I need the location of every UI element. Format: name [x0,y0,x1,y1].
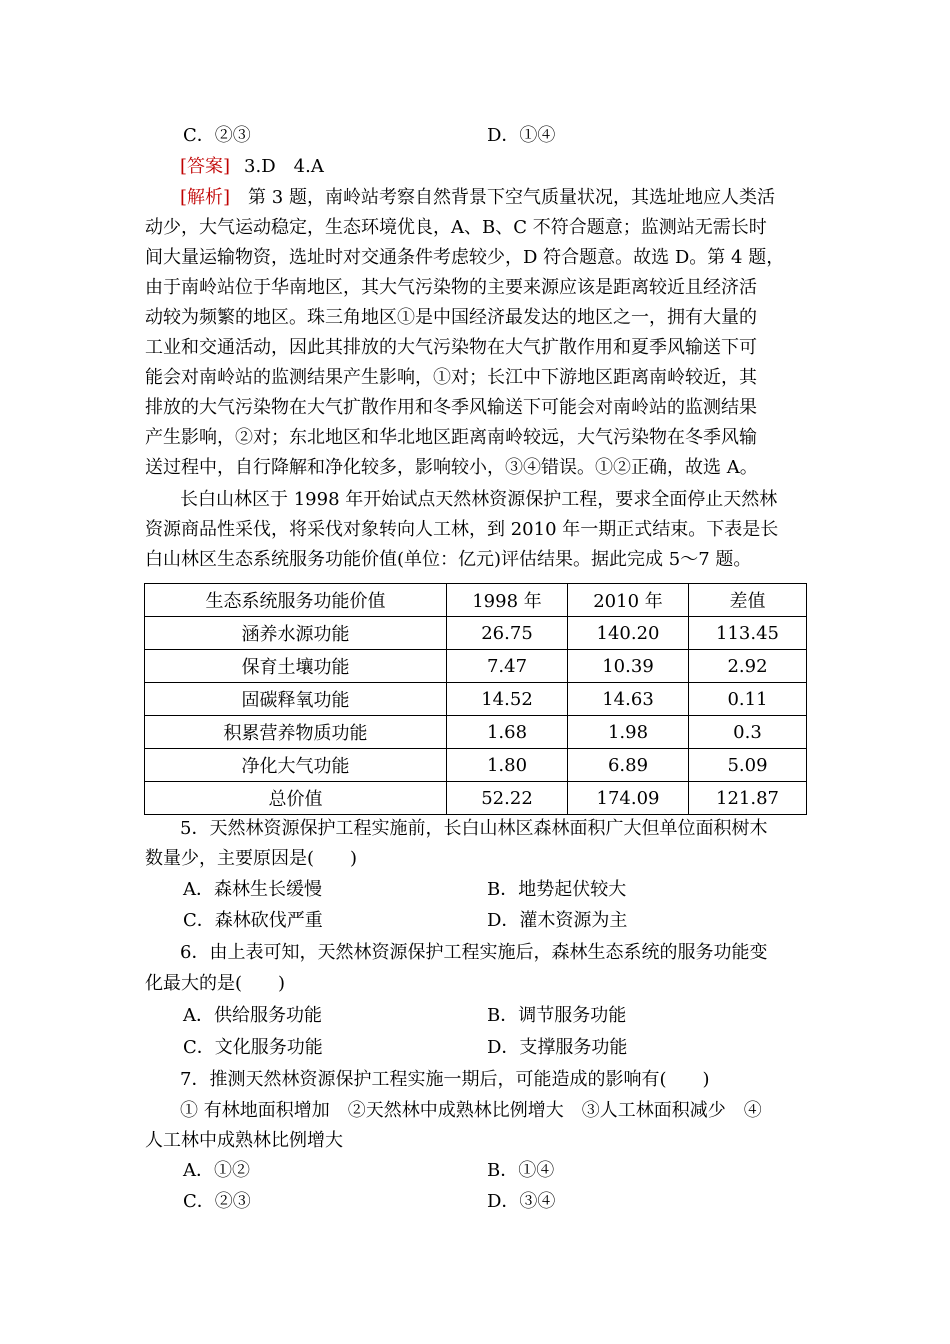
q6-option-c: C．文化服务功能 [183,1037,323,1058]
table-row [145,716,807,749]
table-header-row [145,584,807,617]
table-cell: 涵养水源功能 [145,617,447,650]
table-row [145,617,807,650]
table-cell: 174.09 [568,782,689,815]
ecosystem-value-table [144,583,807,815]
table-cell: 14.52 [447,683,568,716]
q6-stem: 6．由上表可知，天然林资源保护工程实施后，森林生态系统的服务功能变 [180,942,768,963]
analysis-line: 动较为频繁的地区。珠三角地区①是中国经济最发达的地区之一，拥有大量的 [145,307,757,328]
q7-option-b: B．①④ [487,1160,555,1181]
answer-label: [答案] [180,156,231,177]
table-cell: 113.45 [689,617,807,650]
option-d-prev: D．①④ [487,125,556,146]
table-cell: 121.87 [689,782,807,815]
table-cell: 总价值 [145,782,447,815]
table-row [145,683,807,716]
analysis-line: 间大量运输物资，选址时对交通条件考虑较少，D 符合题意。故选 D。第 4 题， [145,247,785,268]
answer-text: 3.D 4.A [244,156,324,177]
q7-option-c: C．②③ [183,1191,251,1212]
q7-option-a: A．①② [183,1160,250,1181]
q7-items-cont: 人工林中成熟林比例增大 [145,1130,343,1151]
table-cell: 保育土壤功能 [145,650,447,683]
analysis-label: [解析] [180,187,231,208]
q5-option-c: C．森林砍伐严重 [183,910,323,931]
q6-stem-cont: 化最大的是( ) [145,973,286,994]
table-row [145,650,807,683]
table-cell: 积累营养物质功能 [145,716,447,749]
q6-option-d: D．支撑服务功能 [487,1037,628,1058]
analysis-text: 第 3 题，南岭站考察自然背景下空气质量状况，其选址地应人类活 [230,187,775,208]
table-cell: 0.11 [689,683,807,716]
option-c-prev: C．②③ [183,125,251,146]
q7-option-d: D．③④ [487,1191,556,1212]
intro-line: 白山林区生态系统服务功能价值(单位：亿元)评估结果。据此完成 5～7 题。 [145,549,752,570]
q7-items: ① 有林地面积增加 ②天然林中成熟林比例增大 ③人工林面积减少 ④ [180,1100,762,1121]
q5-option-b: B．地势起伏较大 [487,879,627,900]
table-header: 1998 年 [447,584,568,617]
table-cell: 固碳释氧功能 [145,683,447,716]
analysis-line: 排放的大气污染物在大气扩散作用和冬季风输送下可能会对南岭站的监测结果 [145,397,757,418]
q7-stem: 7．推测天然林资源保护工程实施一期后，可能造成的影响有( ) [180,1069,710,1090]
table-cell: 1.80 [447,749,568,782]
table-row [145,749,807,782]
table-cell: 7.47 [447,650,568,683]
analysis-line: 由于南岭站位于华南地区，其大气污染物的主要来源应该是距离较近且经济活 [145,277,757,298]
q6-option-a: A．供给服务功能 [183,1005,322,1026]
table-cell: 14.63 [568,683,689,716]
table-cell: 26.75 [447,617,568,650]
q5-option-a: A．森林生长缓慢 [183,879,322,900]
table-cell: 0.3 [689,716,807,749]
table-cell: 1.98 [568,716,689,749]
table-row [145,782,807,815]
intro-line: 资源商品性采伐，将采伐对象转向人工林，到 2010 年一期正式结束。下表是长 [145,519,779,540]
analysis-line-0 [180,186,775,210]
table-header: 生态系统服务功能价值 [145,584,447,617]
q5-option-d: D．灌木资源为主 [487,910,628,931]
analysis-line: 送过程中，自行降解和净化较多，影响较小，③④错误。①②正确，故选 A。 [145,457,758,478]
table-cell: 2.92 [689,650,807,683]
q5-stem-cont: 数量少，主要原因是( ) [145,848,358,869]
table-cell: 5.09 [689,749,807,782]
q6-option-b: B．调节服务功能 [487,1005,627,1026]
analysis-line: 能会对南岭站的监测结果产生影响，①对；长江中下游地区距离南岭较近，其 [145,367,757,388]
table-header: 2010 年 [568,584,689,617]
analysis-line: 产生影响，②对；东北地区和华北地区距离南岭较远，大气污染物在冬季风输 [145,427,757,448]
analysis-line: 动少，大气运动稳定，生态环境优良，A、B、C 不符合题意；监测站无需长时 [145,217,767,238]
table-cell: 1.68 [447,716,568,749]
table-cell: 140.20 [568,617,689,650]
analysis-line: 工业和交通活动，因此其排放的大气污染物在大气扩散作用和夏季风输送下可 [145,337,757,358]
table-cell: 52.22 [447,782,568,815]
table-cell: 10.39 [568,650,689,683]
intro-line: 长白山林区于 1998 年开始试点天然林资源保护工程，要求全面停止天然林 [180,489,778,510]
table-cell: 6.89 [568,749,689,782]
table-header: 差值 [689,584,807,617]
q5-stem: 5．天然林资源保护工程实施前，长白山林区森林面积广大但单位面积树木 [180,818,768,839]
answer-line [180,155,324,179]
table-cell: 净化大气功能 [145,749,447,782]
